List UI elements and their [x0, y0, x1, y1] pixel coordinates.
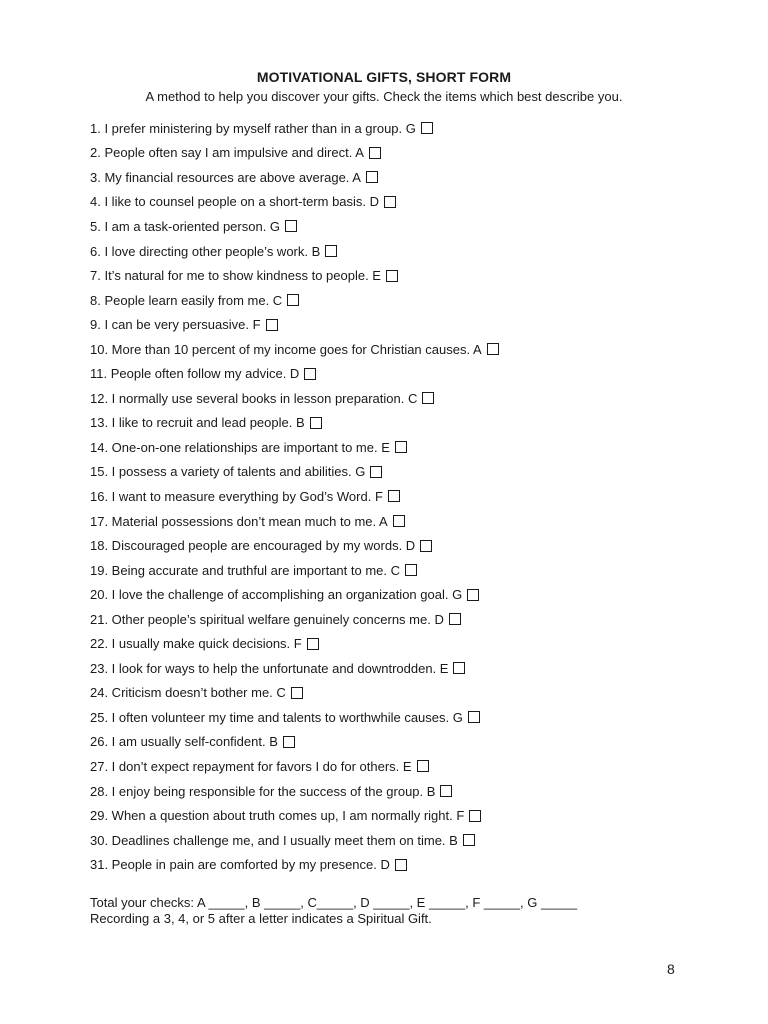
questionnaire-item [90, 411, 499, 436]
questionnaire-item [90, 754, 499, 779]
item-checkbox[interactable] [307, 638, 319, 650]
item-text: 13. I like to recruit and lead people. B [90, 415, 305, 431]
item-checkbox[interactable] [487, 343, 499, 355]
item-checkbox[interactable] [325, 245, 337, 257]
item-text: 3. My financial resources are above average. A [90, 169, 361, 185]
questionnaire-item [90, 190, 499, 215]
item-text: 8. People learn easily from me. C [90, 292, 283, 308]
item-checkbox[interactable] [405, 564, 417, 576]
item-text: 17. Material possessions don’t mean much to me. A [90, 513, 388, 529]
item-text: 21. Other people’s spiritual welfare genuinely concerns me. D [90, 611, 444, 627]
item-checkbox[interactable] [395, 859, 407, 871]
item-checkbox[interactable] [266, 319, 278, 331]
questionnaire-item [90, 558, 499, 583]
item-text: 7. It’s natural for me to show kindness to people. E [90, 268, 381, 284]
item-text: 1. I prefer ministering by myself rather than in a group. G [90, 120, 416, 136]
item-checkbox[interactable] [421, 122, 433, 134]
questionnaire-item [90, 582, 499, 607]
questionnaire-item [90, 730, 499, 755]
questionnaire-item [90, 116, 499, 141]
questionnaire-item [90, 239, 499, 264]
item-checkbox[interactable] [468, 711, 480, 723]
item-text: 2. People often say I am impulsive and direct. A [90, 145, 364, 161]
item-checkbox[interactable] [395, 441, 407, 453]
item-checkbox[interactable] [393, 515, 405, 527]
item-text: 22. I usually make quick decisions. F [90, 636, 302, 652]
item-text: 15. I possess a variety of talents and abilities. G [90, 464, 366, 480]
item-text: 5. I am a task-oriented person. G [90, 218, 281, 234]
item-checkbox[interactable] [384, 196, 396, 208]
item-text: 29. When a question about truth comes up, I am normally right. F [90, 808, 465, 824]
questionnaire-item [90, 312, 499, 337]
questionnaire-item [90, 386, 499, 411]
questionnaire-item [90, 631, 499, 656]
questionnaire-item [90, 263, 499, 288]
item-text: 11. People often follow my advice. D [90, 366, 300, 382]
questionnaire-item [90, 803, 499, 828]
item-text: 26. I am usually self-confident. B [90, 734, 278, 750]
item-checkbox[interactable] [369, 147, 381, 159]
item-text: 16. I want to measure everything by God’s Word. F [90, 488, 383, 504]
questionnaire-item [90, 141, 499, 166]
item-text: 27. I don’t expect repayment for favors I do for others. E [90, 758, 412, 774]
item-text: 18. Discouraged people are encouraged by my words. D [90, 538, 416, 554]
questionnaire-item [90, 460, 499, 485]
page-number: 8 [667, 961, 675, 977]
item-checkbox[interactable] [287, 294, 299, 306]
item-text: 12. I normally use several books in lesson preparation. C [90, 390, 418, 406]
questionnaire-item [90, 852, 499, 877]
item-checkbox[interactable] [440, 785, 452, 797]
item-text: 24. Criticism doesn’t bother me. C [90, 685, 286, 701]
item-checkbox[interactable] [386, 270, 398, 282]
item-text: 31. People in pain are comforted by my presence. D [90, 857, 390, 873]
questionnaire-item [90, 435, 499, 460]
item-checkbox[interactable] [366, 171, 378, 183]
item-checkbox[interactable] [283, 736, 295, 748]
page-title: MOTIVATIONAL GIFTS, SHORT FORM [256, 69, 512, 85]
totals-section [90, 895, 577, 927]
item-text: 28. I enjoy being responsible for the success of the group. B [90, 783, 436, 799]
questionnaire-item [90, 607, 499, 632]
spiritual-gift-note: Recording a 3, 4, or 5 after a letter indicates a Spiritual Gift. [90, 911, 432, 926]
item-text: 9. I can be very persuasive. F [90, 317, 261, 333]
item-text: 30. Deadlines challenge me, and I usually meet them on time. B [90, 832, 458, 848]
item-checkbox[interactable] [285, 220, 297, 232]
questionnaire-item [90, 288, 499, 313]
item-text: 6. I love directing other people’s work. B [90, 243, 321, 259]
item-text: 25. I often volunteer my time and talents to worthwhile causes. G [90, 709, 463, 725]
item-text: 4. I like to counsel people on a short-term basis. D [90, 194, 380, 210]
item-checkbox[interactable] [304, 368, 316, 380]
item-checkbox[interactable] [310, 417, 322, 429]
item-checkbox[interactable] [417, 760, 429, 772]
questionnaire-item [90, 361, 499, 386]
item-checkbox[interactable] [467, 589, 479, 601]
item-text: 10. More than 10 percent of my income goes for Christian causes. A [90, 341, 482, 357]
questionnaire-list [90, 116, 499, 877]
questionnaire-item [90, 533, 499, 558]
item-checkbox[interactable] [370, 466, 382, 478]
questionnaire-item [90, 509, 499, 534]
item-text: 20. I love the challenge of accomplishing an organization goal. G [90, 587, 463, 603]
questionnaire-item [90, 214, 499, 239]
item-text: 23. I look for ways to help the unfortunate and downtrodden. E [90, 660, 449, 676]
item-text: 19. Being accurate and truthful are important to me. C [90, 562, 401, 578]
item-checkbox[interactable] [420, 540, 432, 552]
questionnaire-item [90, 828, 499, 853]
page-subtitle: A method to help you discover your gifts. Check the items which best describe you. [145, 89, 623, 104]
questionnaire-item [90, 656, 499, 681]
item-text: 14. One-on-one relationships are important to me. E [90, 439, 390, 455]
item-checkbox[interactable] [449, 613, 461, 625]
questionnaire-item [90, 165, 499, 190]
questionnaire-item [90, 705, 499, 730]
questionnaire-item [90, 681, 499, 706]
item-checkbox[interactable] [463, 834, 475, 846]
totals-line: Total your checks: A _____, B _____, C_____, D _____, E _____, F _____, G _____ [90, 895, 578, 910]
item-checkbox[interactable] [388, 490, 400, 502]
item-checkbox[interactable] [453, 662, 465, 674]
item-checkbox[interactable] [291, 687, 303, 699]
questionnaire-item [90, 337, 499, 362]
questionnaire-item [90, 484, 499, 509]
item-checkbox[interactable] [422, 392, 434, 404]
questionnaire-item [90, 779, 499, 804]
item-checkbox[interactable] [469, 810, 481, 822]
